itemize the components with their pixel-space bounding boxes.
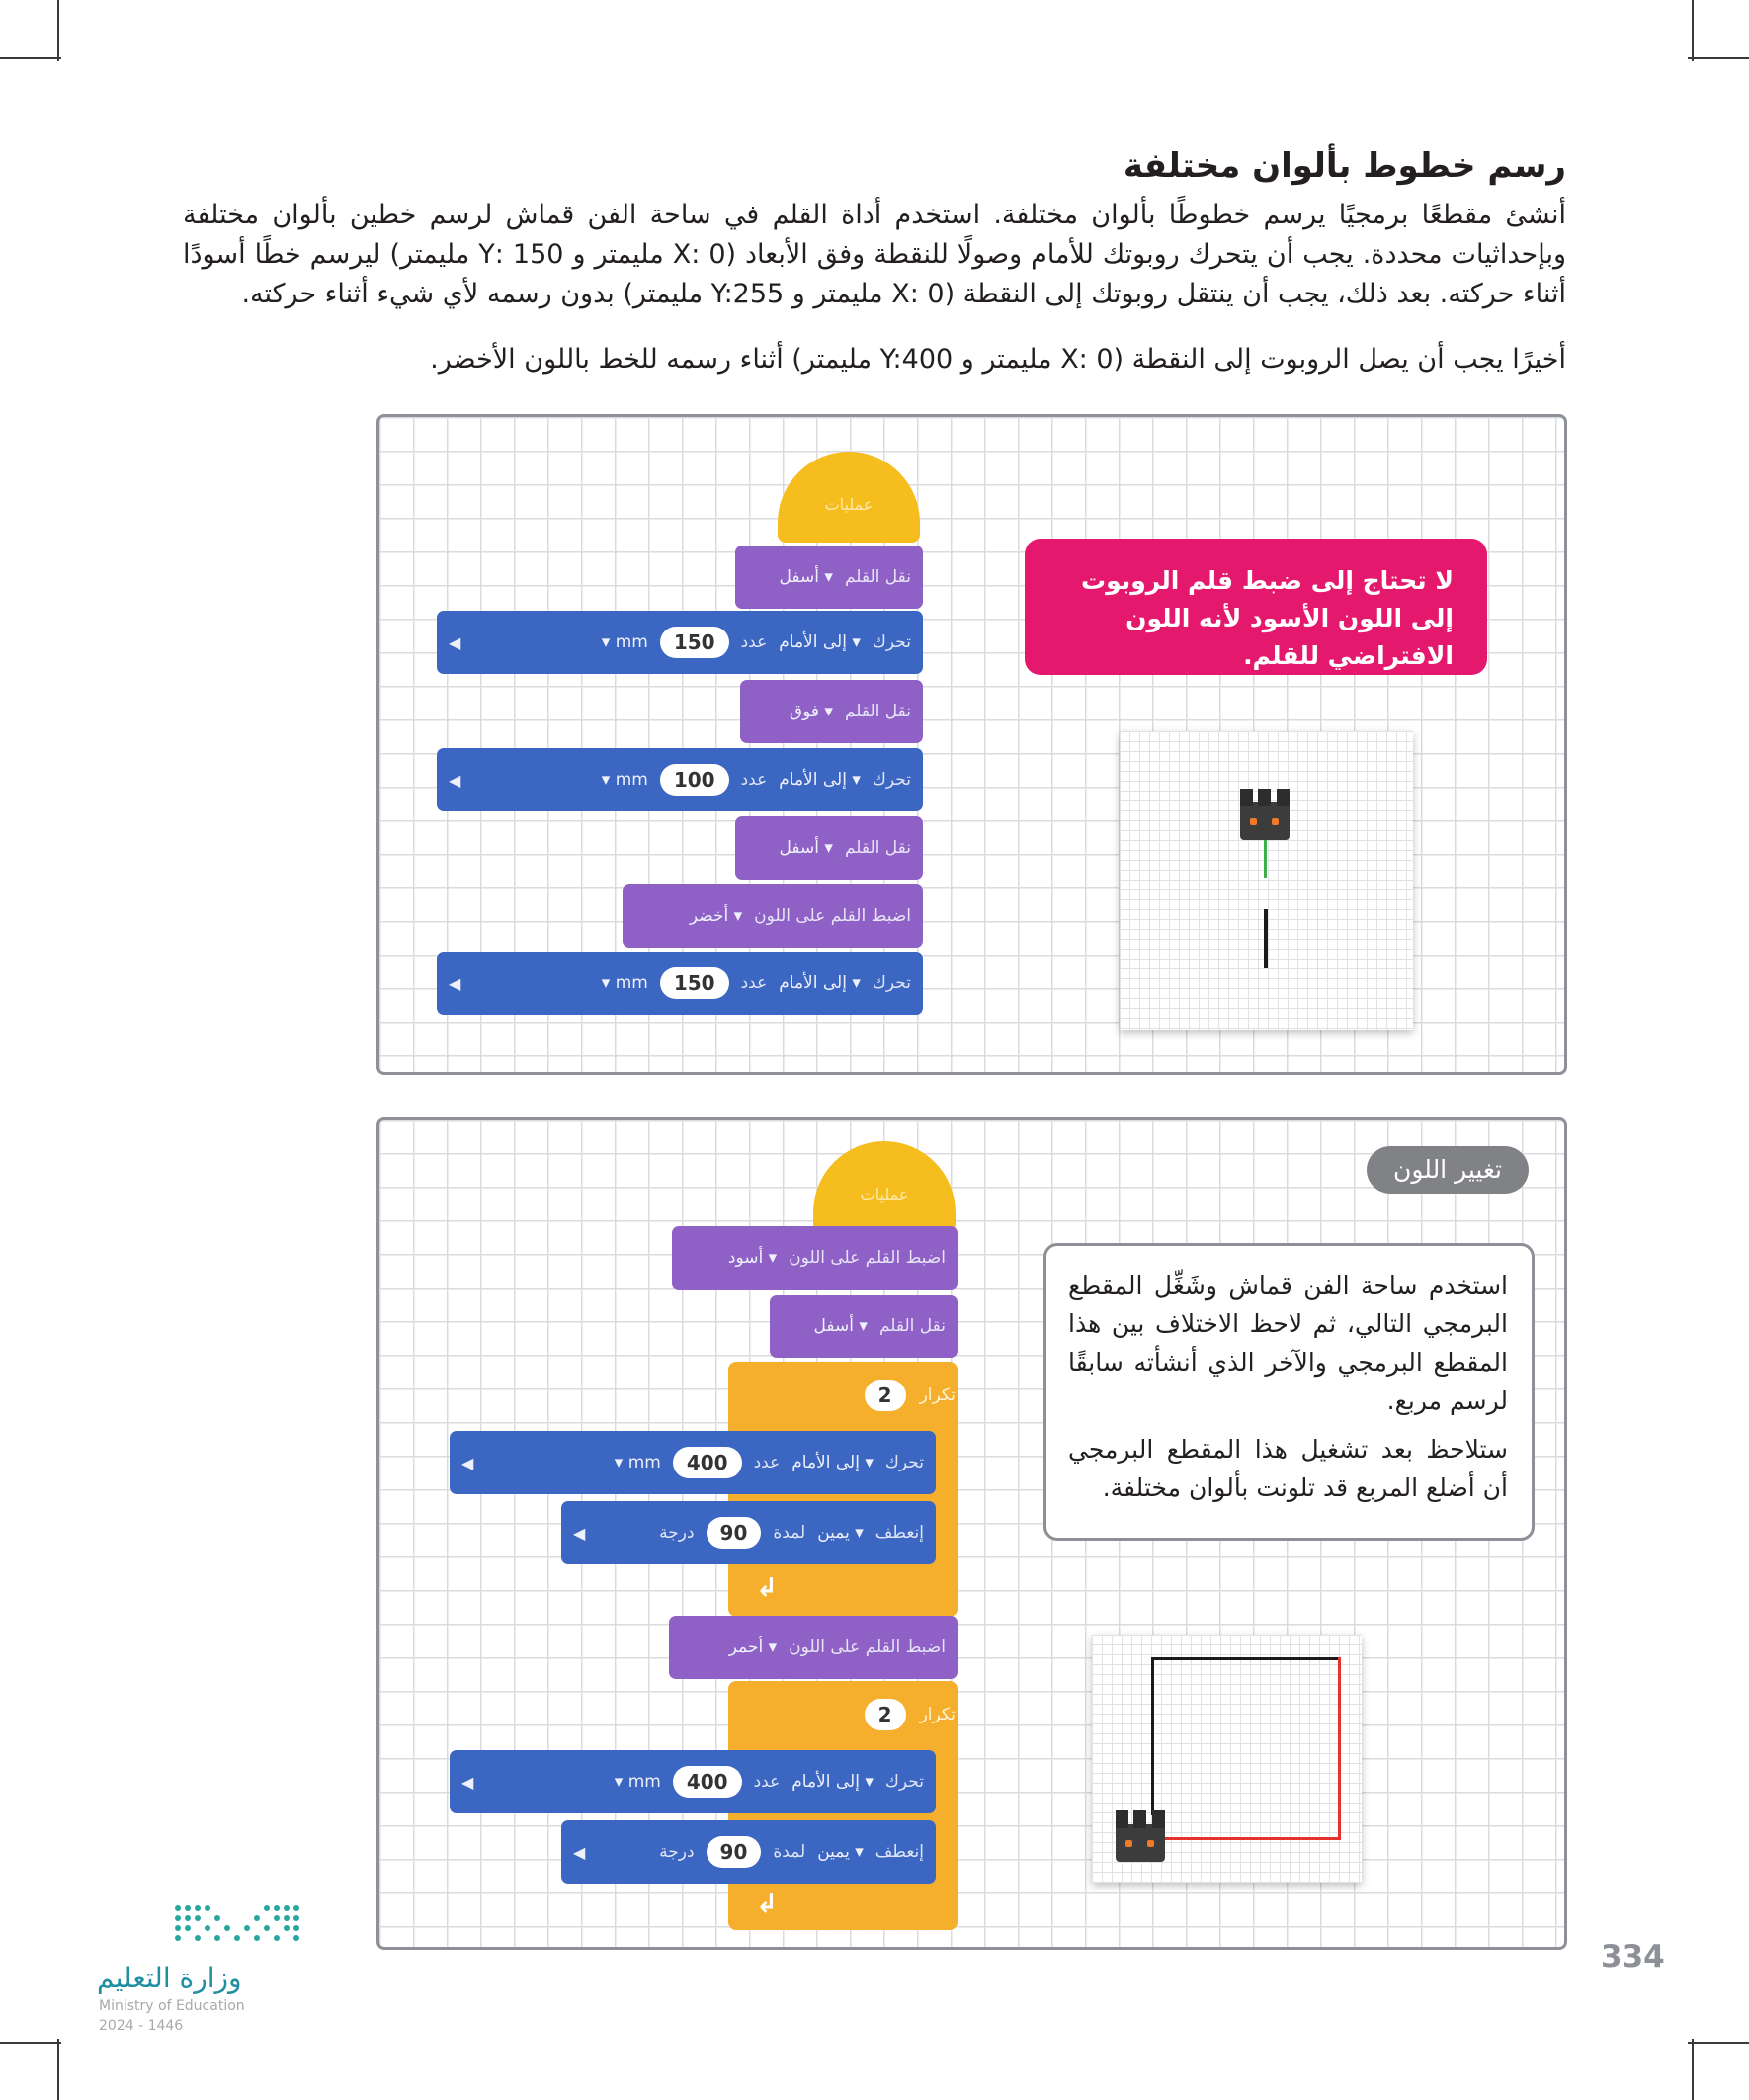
direction-dropdown[interactable]: إلى الأمام ▾ <box>779 770 861 790</box>
crop-mark <box>0 2042 61 2044</box>
color-dropdown[interactable]: أسود ▾ <box>727 1248 778 1268</box>
direction-dropdown[interactable]: إلى الأمام ▾ <box>779 973 861 993</box>
count-label: عدد <box>753 1453 781 1472</box>
block-label: نقل القلم <box>878 1316 946 1336</box>
crop-mark <box>1692 0 1694 61</box>
ministry-name-arabic: وزارة التعليم <box>97 1962 242 1994</box>
distance-input[interactable]: 100 <box>660 764 729 796</box>
direction-dropdown[interactable]: إلى الأمام ▾ <box>791 1772 874 1792</box>
pen-move-block[interactable] <box>735 546 923 609</box>
pen-move-block[interactable] <box>735 816 923 880</box>
collapse-arrow-icon[interactable]: ◀ <box>449 632 461 652</box>
distance-input[interactable]: 150 <box>660 627 729 658</box>
block-label: تحرك <box>872 973 911 993</box>
collapse-arrow-icon[interactable]: ◀ <box>461 1772 474 1792</box>
crop-mark <box>1688 57 1749 59</box>
collapse-arrow-icon[interactable]: ◀ <box>449 770 461 790</box>
block-label: اضبط القلم على اللون <box>754 906 911 926</box>
move-block[interactable] <box>450 1750 936 1813</box>
move-block[interactable] <box>437 748 923 811</box>
pen-option-dropdown[interactable]: فوق ▾ <box>789 702 833 721</box>
robot-icon <box>1240 789 1290 840</box>
crop-mark <box>1688 2042 1749 2044</box>
final-paragraph: أخيرًا يجب أن يصل الروبوت إلى النقطة (X: 0 مليمتر و Y:400 مليمتر) أثناء رسمه للخط باللون الأخضر. <box>430 344 1566 375</box>
move-block[interactable] <box>437 952 923 1015</box>
ministry-logo-icon <box>170 1902 318 1946</box>
hat-block[interactable]: عمليات <box>813 1141 956 1232</box>
pen-color-block[interactable] <box>669 1616 958 1679</box>
distance-input[interactable]: 150 <box>660 967 729 999</box>
block-label: نقل القلم <box>844 838 911 858</box>
distance-input[interactable]: 400 <box>673 1447 742 1478</box>
unit-dropdown[interactable]: ▾ mm <box>601 770 648 790</box>
unit-dropdown[interactable]: ▾ mm <box>614 1772 661 1792</box>
instruction-box <box>1043 1243 1535 1541</box>
crop-mark <box>1692 2039 1694 2100</box>
unit-dropdown[interactable]: ▾ mm <box>614 1453 661 1472</box>
repeat-count-input[interactable]: 2 <box>865 1380 906 1411</box>
block-label: تحرك <box>884 1453 924 1472</box>
block-label: نقل القلم <box>844 702 911 721</box>
repeat-header <box>837 1376 956 1415</box>
count-label: عدد <box>753 1772 781 1792</box>
distance-input[interactable]: 400 <box>673 1766 742 1798</box>
count-label: لمدة <box>773 1842 806 1862</box>
pen-option-dropdown[interactable]: أسفل ▾ <box>779 838 833 858</box>
canvas-preview-2 <box>1092 1635 1362 1883</box>
canvas-preview-1 <box>1120 731 1413 1030</box>
block-label: تحرك <box>872 770 911 790</box>
direction-dropdown[interactable]: يمين ▾ <box>817 1523 864 1543</box>
unit-label: درجة <box>659 1842 695 1862</box>
angle-input[interactable]: 90 <box>707 1517 762 1549</box>
turn-block[interactable] <box>561 1820 936 1884</box>
intro-paragraph: أنشئ مقطعًا برمجيًا يرسم خطوطًا بألوان مختلفة. استخدم أداة القلم في ساحة الفن قماش لرسم خطين بألوان مختلفة وبإحداثيات محددة. يجب أن يتحرك روبوتك للأمام وصولًا للنقطة وفق الأبعاد (X: 0 مليمتر و 150 :Y مليمتر) ليرسم خطًا أسودًا أثناء حركته. بعد ذلك، يجب أن ينتقل روبوتك إلى النقطة (X: 0 مليمتر و Y:255 مليمتر) بدون رسمه لأي شيء أثناء حركته. <box>183 200 1566 309</box>
page-number: 334 <box>1601 1939 1665 1974</box>
block-label: إنعطف <box>874 1842 924 1862</box>
crop-mark <box>57 0 59 61</box>
collapse-arrow-icon[interactable]: ◀ <box>449 973 461 993</box>
count-label: عدد <box>740 770 768 790</box>
block-label: تحرك <box>872 632 911 652</box>
color-dropdown[interactable]: أحمر ▾ <box>728 1638 778 1657</box>
repeat-header <box>837 1695 956 1734</box>
section-tag: تغيير اللون <box>1367 1146 1529 1194</box>
count-label: عدد <box>740 632 768 652</box>
pen-move-block[interactable] <box>770 1295 958 1358</box>
unit-dropdown[interactable]: ▾ mm <box>601 632 648 652</box>
block-label: تكرار <box>919 1386 956 1405</box>
red-line-right <box>1338 1657 1341 1840</box>
pen-color-block[interactable] <box>672 1226 958 1290</box>
repeat-count-input[interactable]: 2 <box>865 1699 906 1730</box>
tip-callout: لا تحتاج إلى ضبط قلم الروبوت إلى اللون الأسود لأنه اللون الافتراضي للقلم. <box>1025 539 1487 675</box>
black-line-top <box>1151 1657 1341 1660</box>
pen-color-block[interactable] <box>623 884 923 948</box>
loop-return-icon: ↲ <box>756 1573 778 1603</box>
count-label: لمدة <box>773 1523 806 1543</box>
direction-dropdown[interactable]: يمين ▾ <box>817 1842 864 1862</box>
collapse-arrow-icon[interactable]: ◀ <box>573 1842 586 1862</box>
block-label: اضبط القلم على اللون <box>789 1248 946 1268</box>
collapse-arrow-icon[interactable]: ◀ <box>573 1523 586 1543</box>
black-line <box>1264 909 1268 968</box>
move-block[interactable] <box>450 1431 936 1494</box>
page-heading: رسم خطوط بألوان مختلفة <box>1123 146 1566 186</box>
unit-dropdown[interactable]: ▾ mm <box>601 973 648 993</box>
pen-option-dropdown[interactable]: أسفل ▾ <box>779 567 833 587</box>
pen-move-block[interactable] <box>740 680 923 743</box>
black-line-left <box>1151 1657 1154 1815</box>
direction-dropdown[interactable]: إلى الأمام ▾ <box>779 632 861 652</box>
count-label: عدد <box>740 973 768 993</box>
color-dropdown[interactable]: أخضر ▾ <box>689 906 743 926</box>
block-label: اضبط القلم على اللون <box>789 1638 946 1657</box>
crop-mark <box>57 2039 59 2100</box>
red-line-bottom <box>1151 1837 1341 1840</box>
academic-year: 2024 - 1446 <box>99 2018 184 2034</box>
move-block[interactable] <box>437 611 923 674</box>
block-label: تحرك <box>884 1772 924 1792</box>
block-label: إنعطف <box>874 1523 924 1543</box>
green-line <box>1264 838 1267 878</box>
ministry-name-english: Ministry of Education <box>99 1998 245 2014</box>
instruction-text: استخدم ساحة الفن قماش وشَغِّل المقطع البرمجي التالي، ثم لاحظ الاختلاف بين هذا المقطع البرمجي والآخر الذي أنشأته سابقًا لرسم مربع. <box>1068 1271 1508 1415</box>
angle-input[interactable]: 90 <box>707 1836 762 1868</box>
loop-return-icon: ↲ <box>756 1890 778 1919</box>
direction-dropdown[interactable]: إلى الأمام ▾ <box>791 1453 874 1472</box>
block-label: نقل القلم <box>844 567 911 587</box>
collapse-arrow-icon[interactable]: ◀ <box>461 1453 474 1472</box>
hat-block[interactable]: عمليات <box>778 452 920 543</box>
unit-label: درجة <box>659 1523 695 1543</box>
robot-icon <box>1116 1810 1165 1862</box>
crop-mark <box>0 57 61 59</box>
pen-option-dropdown[interactable]: أسفل ▾ <box>813 1316 868 1336</box>
observation-text: ستلاحظ بعد تشغيل هذا المقطع البرمجي أن أضلع المربع قد تلونت بألوان مختلفة. <box>1068 1435 1508 1502</box>
turn-block[interactable] <box>561 1501 936 1564</box>
block-label: تكرار <box>919 1705 956 1724</box>
